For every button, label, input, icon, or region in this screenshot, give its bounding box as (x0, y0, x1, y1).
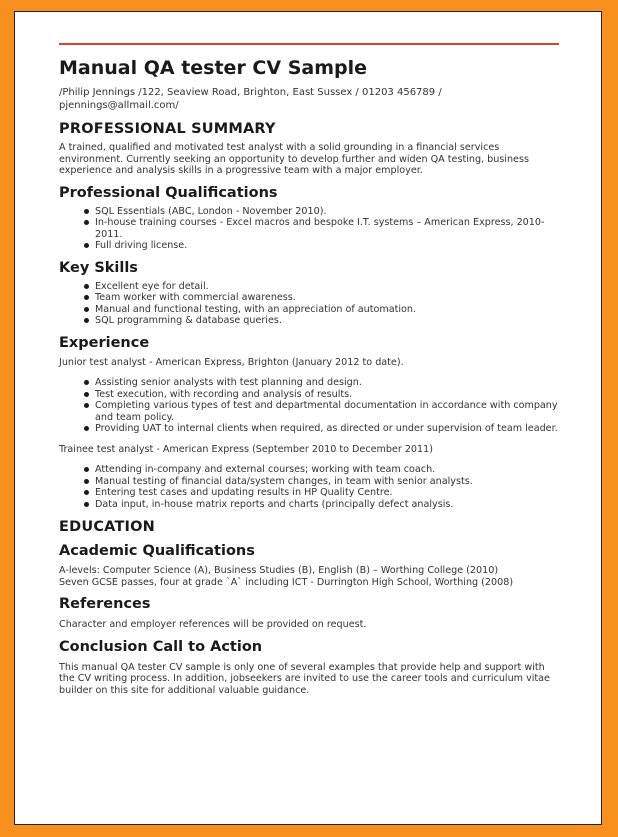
conclusion-section (59, 638, 559, 697)
skills-heading: Key Skills (59, 259, 138, 276)
list-item: Manual and functional testing, with an appreciation of automation. (95, 304, 559, 316)
experience-section (59, 334, 559, 511)
academic-heading: Academic Qualifications (59, 543, 255, 559)
list-item: Assisting senior analysts with test planning and design. (95, 377, 559, 389)
education-heading: EDUCATION (59, 519, 156, 535)
conclusion-heading: Conclusion Call to Action (59, 638, 263, 655)
list-item: Full driving license. (95, 240, 559, 252)
qualifications-section (59, 184, 559, 252)
summary-heading: PROFESSIONAL SUMMARY (59, 121, 276, 137)
summary-text: A trained, qualified and motivated test analyst with a solid grounding in a financial services environment. Currently seeking an opportunity to develop further and widen QA testing, business experience and analysis skills in a progressive team with a major employer. (59, 142, 529, 176)
list-item: Team worker with commercial awareness. (95, 292, 559, 304)
list-item: Attending in-company and external courses; working with team coach. (95, 464, 559, 476)
top-rule (59, 43, 559, 45)
list-item: Entering test cases and updating results in HP Quality Centre. (95, 487, 559, 499)
list-item: SQL programming & database queries. (95, 315, 559, 327)
list-item: Providing UAT to internal clients when required, as directed or under supervision of team leader. (95, 423, 558, 434)
skills-section (59, 259, 559, 327)
list-item: Test execution, with recording and analysis of results. (95, 389, 559, 401)
cv-content (59, 12, 559, 696)
qualifications-list (59, 206, 559, 252)
summary-section (59, 120, 559, 177)
experience-heading: Experience (59, 334, 150, 351)
list-item: Data input, in-house matrix reports and charts (principally defect analysis. (95, 499, 559, 511)
job-2-duties (59, 464, 559, 510)
skills-list (59, 281, 559, 327)
education-section (59, 518, 559, 588)
list-item: Completing various types of test and departmental documentation in accordance with company and team policy. (95, 400, 558, 423)
job-title-2: Trainee test analyst - American Express (September 2010 to December 2011) (59, 443, 433, 455)
references-section (59, 595, 559, 631)
list-item: Excellent eye for detail. (95, 281, 559, 293)
list-item: In-house training courses - Excel macros and bespoke I.T. systems – American Express, 2010-2011. (95, 217, 559, 240)
list-item: SQL Essentials (ABC, London - November 2010). (95, 206, 559, 218)
job-1-duties (59, 377, 559, 435)
list-item: Manual testing of financial data/system changes, in team with senior analysts. (95, 476, 559, 488)
education-line: A-levels: Computer Science (A), Business Studies (B), English (B) – Worthing College (2010) (59, 565, 499, 576)
qualifications-heading: Professional Qualifications (59, 184, 278, 201)
education-line: Seven GCSE passes, four at grade `A` including ICT - Durrington High School, Worthing (2008) (59, 576, 514, 588)
contact-details: /Philip Jennings /122, Seaview Road, Brighton, East Sussex / 01203 456789 / pjennings@allmail.com/ (59, 87, 442, 111)
job-title-1: Junior test analyst - American Express, Brighton (January 2012 to date). (59, 356, 404, 368)
page-title: Manual QA tester CV Sample (59, 57, 367, 79)
conclusion-text: This manual QA tester CV sample is only one of several examples that provide help and support with the CV writing process. In addition, jobseekers are invited to use the career tools and curriculum vitae builder on this site for additional valuable guidance. (59, 661, 550, 696)
references-text: Character and employer references will be provided on request. (59, 619, 367, 630)
references-heading: References (59, 596, 151, 612)
cv-page (14, 11, 602, 825)
